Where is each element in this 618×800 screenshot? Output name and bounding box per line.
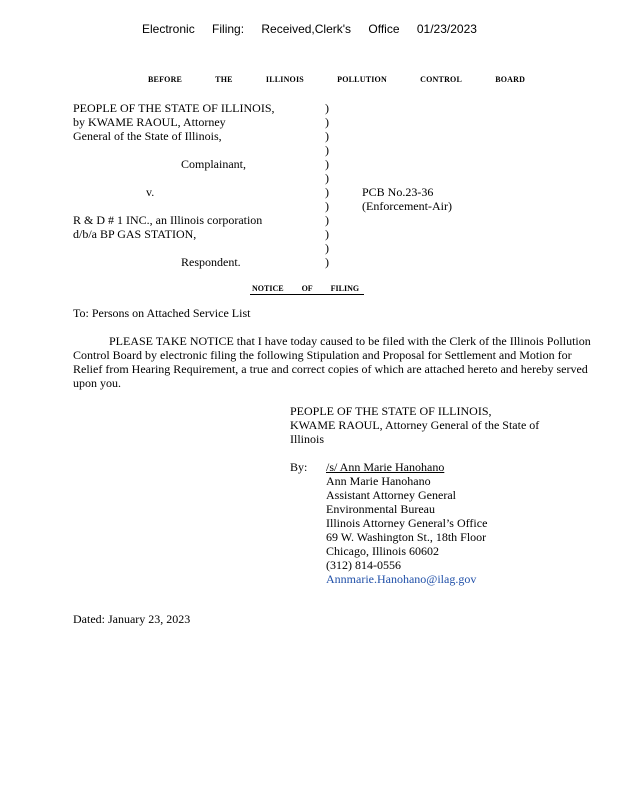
board-title-word: CONTROL (420, 75, 463, 84)
complainant-line: General of the State of Illinois, (73, 129, 222, 143)
notice-title-word: OF (301, 284, 313, 293)
paren: ) (325, 129, 329, 143)
case-number: PCB No.23-36 (362, 185, 434, 199)
paren: ) (325, 185, 329, 199)
stamp-part: Office (368, 22, 400, 36)
case-type: (Enforcement-Air) (362, 199, 452, 213)
paren: ) (325, 143, 329, 157)
sig-line: Chicago, Illinois 60602 (326, 544, 439, 558)
sig-party-line: Illinois (290, 432, 325, 446)
board-title-word: BEFORE (148, 75, 183, 84)
board-title-word: ILLINOIS (265, 75, 304, 84)
paren: ) (325, 255, 329, 269)
paren: ) (325, 199, 329, 213)
email-link[interactable]: Annmarie.Hanohano@ilag.gov (326, 572, 477, 586)
sig-line: Illinois Attorney General’s Office (326, 516, 488, 530)
respondent-line: R & D # 1 INC., an Illinois corporation (73, 213, 263, 227)
board-title-word: BOARD (495, 75, 526, 84)
paren: ) (325, 157, 329, 171)
stamp-part: Received,Clerk's (261, 22, 352, 36)
complainant-line: by KWAME RAOUL, Attorney (73, 115, 226, 129)
sig-line: (312) 814-0556 (326, 558, 401, 572)
stamp-part: Filing: (212, 22, 245, 36)
board-title (148, 75, 556, 84)
notice-title-word: FILING (330, 284, 360, 293)
board-title-word: POLLUTION (337, 75, 387, 84)
notice-body: PLEASE TAKE NOTICE that I have today caused to be filed with the Clerk of the Illinois Pollution Control Board by electronic filing the following Stipulation and Proposal for Settlement and Motion for Relief from Hearing Requirement, a true and correct copies of which are attached hereto and hereby served upon you. (73, 334, 591, 390)
sig-line: 69 W. Washington St., 18th Floor (326, 530, 487, 544)
by-label: By: (290, 460, 308, 474)
notice-title-word: NOTICE (252, 284, 284, 293)
paren: ) (325, 241, 329, 255)
respondent-label: Respondent. (181, 255, 241, 269)
dated-line: Dated: January 23, 2023 (73, 612, 191, 626)
paren: ) (325, 213, 329, 227)
filing-stamp (142, 22, 491, 36)
complainant-line: PEOPLE OF THE STATE OF ILLINOIS, (73, 101, 275, 115)
notice-title (252, 284, 375, 293)
stamp-part: Electronic (142, 22, 195, 36)
paren: ) (325, 115, 329, 129)
sig-party-line: PEOPLE OF THE STATE OF ILLINOIS, (290, 404, 492, 418)
sig-line: Ann Marie Hanohano (326, 474, 431, 488)
sig-line: Assistant Attorney General (326, 488, 456, 502)
caption-paren-column (325, 101, 329, 269)
sig-party-line: KWAME RAOUL, Attorney General of the State of (290, 418, 540, 432)
board-title-word: THE (215, 75, 233, 84)
notice-underline (250, 294, 364, 295)
stamp-part: 01/23/2023 (416, 22, 477, 36)
complainant-label: Complainant, (181, 157, 246, 171)
e-signature: /s/ Ann Marie Hanohano (326, 460, 445, 474)
sig-line: Environmental Bureau (326, 502, 435, 516)
paren: ) (325, 171, 329, 185)
versus: v. (146, 185, 155, 199)
paren: ) (325, 101, 329, 115)
respondent-line: d/b/a BP GAS STATION, (73, 227, 197, 241)
to-line: To: Persons on Attached Service List (73, 306, 251, 320)
paren: ) (325, 227, 329, 241)
